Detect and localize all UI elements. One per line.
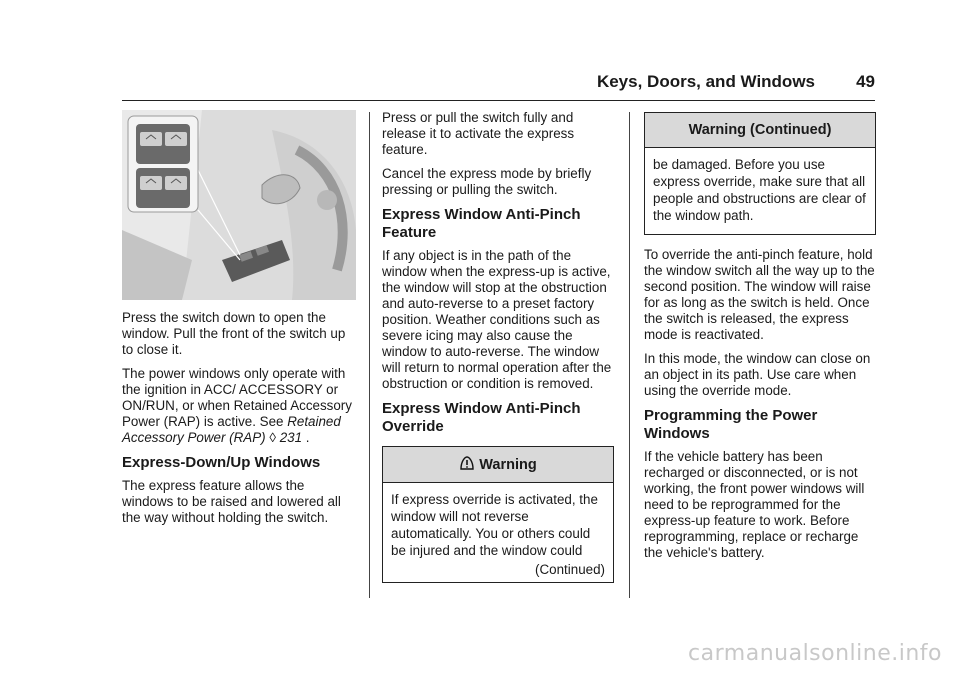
cross-reference-link[interactable]: Retained Accessory Power (RAP) [122, 414, 341, 445]
warning-box-continued [644, 112, 876, 235]
column-divider [369, 112, 370, 598]
warning-title: Warning [479, 457, 537, 473]
paragraph: The power windows only operate with the ignition in ACC/ ACCESSORY or ON/RUN, or when Retained Accessory Power (RAP) is active. See Retained Accessory Power (RAP) ◊ 231 . [122, 366, 352, 445]
section-title: Keys, Doors, and Windows [596, 72, 815, 91]
warning-triangle-icon [459, 455, 475, 471]
section-heading: Programming the Power Windows [644, 407, 818, 442]
warning-text: be damaged. Before you use express override, make sure that all people and obstructions are clear of the window path. [653, 157, 866, 223]
warning-box [382, 446, 614, 583]
paragraph: If any object is in the path of the window when the express-up is active, the window will stop at the obstruction and auto-reverse to a preset factory position. Weather conditions such as severe icing may also cause the window to auto-reverse. The window will return to normal operation after the obstruction or condition is removed. [382, 248, 612, 391]
section-heading: Express-Down/Up Windows [122, 454, 321, 471]
page-number: 49 [856, 72, 875, 91]
page-reference[interactable]: 231 [279, 430, 303, 445]
column-right [644, 110, 876, 569]
paragraph: If the vehicle battery has been recharged or disconnected, or is not working, the front power windows will need to be reprogrammed for the express-up feature to work. Before reprogramming, replace or recharge the vehicle's battery. [644, 449, 865, 560]
paragraph: Press or pull the switch fully and release it to activate the express feature. [382, 110, 575, 157]
paragraph: Cancel the express mode by briefly pressing or pulling the switch. [382, 166, 592, 197]
paragraph: In this mode, the window can close on an object in its path. Use care when using the override mode. [644, 351, 871, 398]
section-heading: Express Window Anti-Pinch Feature [382, 206, 581, 241]
paragraph: Press the switch down to open the window. Pull the front of the switch up to close it. [122, 310, 346, 357]
warning-header: Warning (Continued) [645, 113, 875, 148]
paragraph: The express feature allows the windows to be raised and lowered all the way without holding the switch. [122, 478, 341, 525]
page-header [122, 64, 875, 101]
paragraph: To override the anti-pinch feature, hold the window switch all the way up to the second position. The window will raise for as long as the switch is held. Once the switch is released, the express mode is reactivated. [644, 247, 875, 342]
page-ref-icon: ◊ [269, 430, 276, 445]
watermark: carmanualsonline.info [688, 641, 942, 666]
continued-label: (Continued) [535, 562, 605, 577]
power-window-switch-illustration [122, 110, 356, 300]
column-left [122, 110, 358, 534]
warning-text: If express override is activated, the window will not reverse automatically. You or others could be injured and the window could [391, 492, 598, 558]
warning-header [383, 447, 613, 483]
column-divider [629, 112, 630, 598]
section-heading: Express Window Anti-Pinch Override [382, 400, 581, 435]
column-middle [382, 110, 614, 583]
